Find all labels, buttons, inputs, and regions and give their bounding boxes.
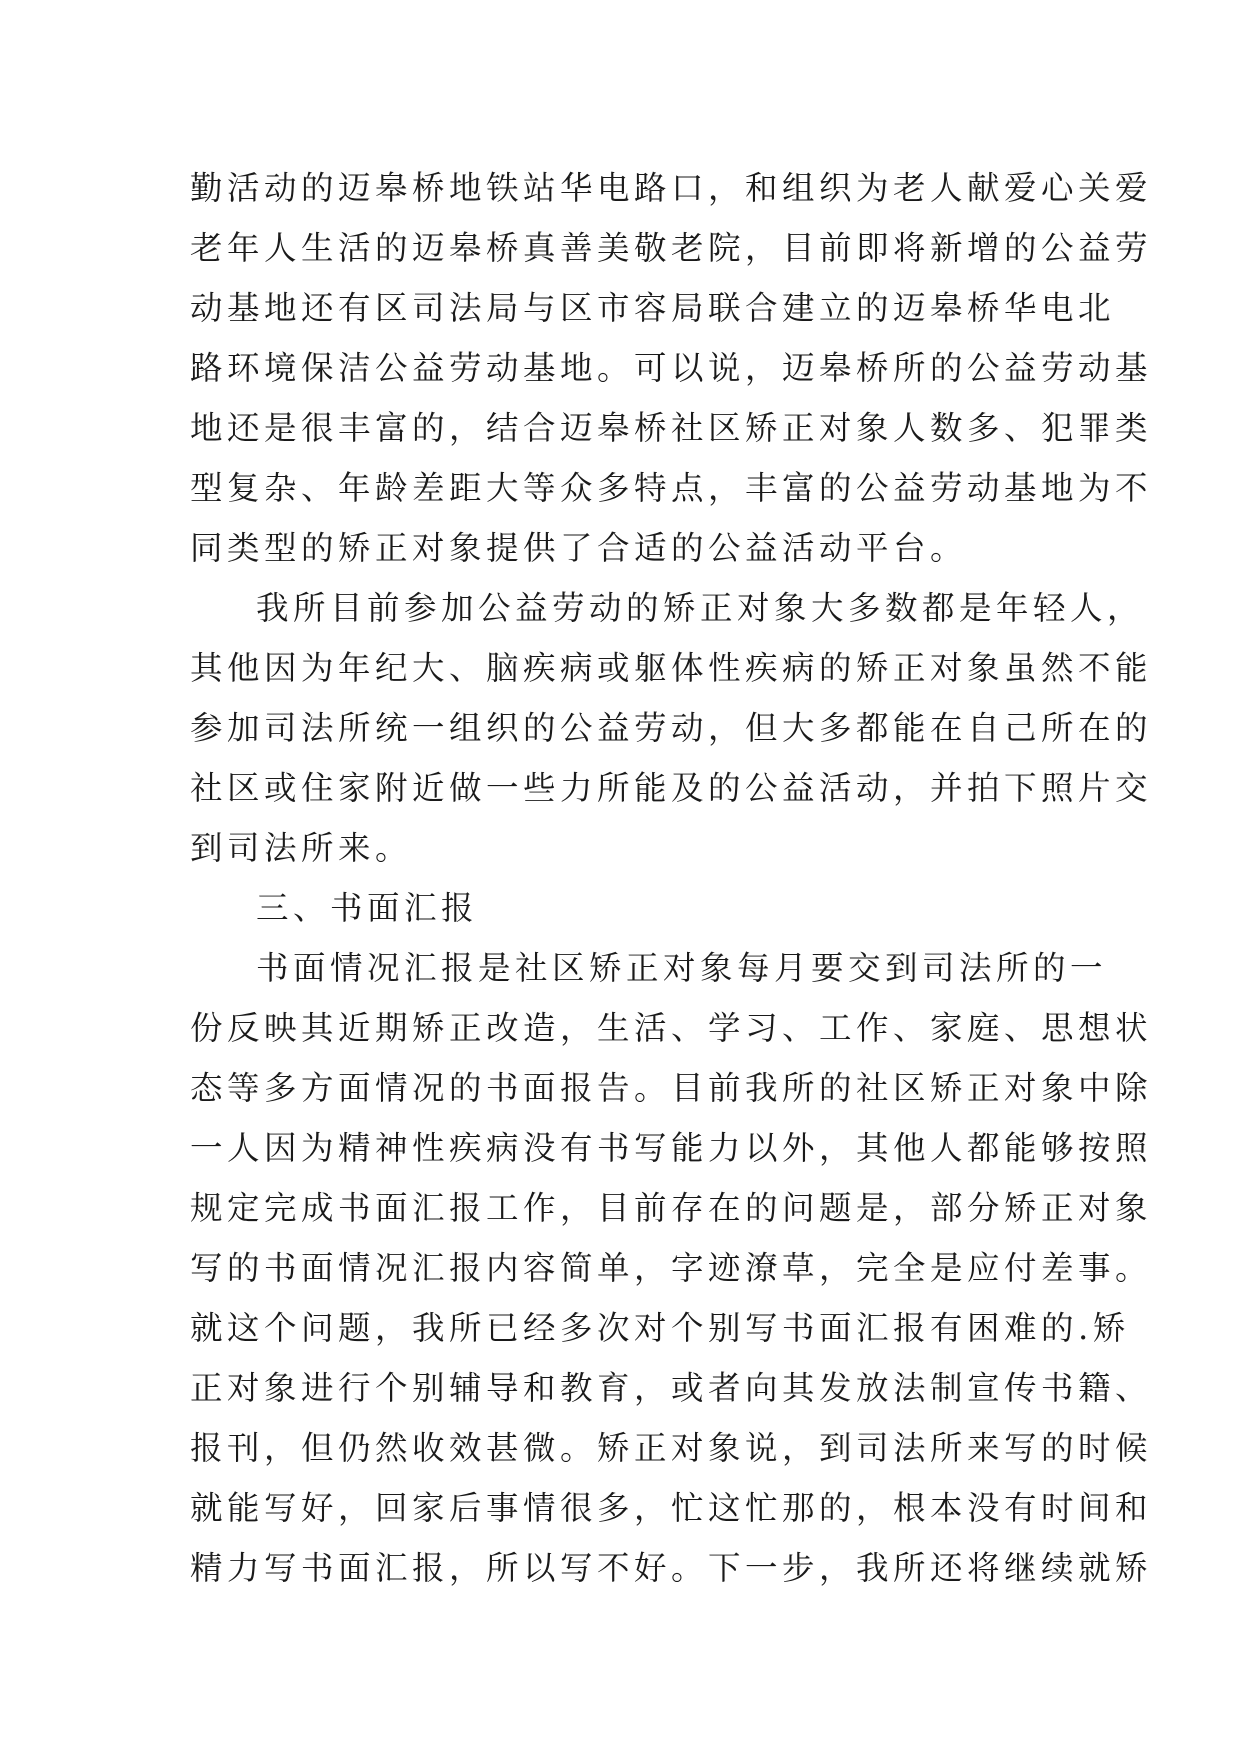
text-line: 同类型的矫正对象提供了合适的公益活动平台。: [190, 529, 968, 567]
text-line: 地还是很丰富的，结合迈皋桥社区矫正对象人数多、犯罪类: [190, 409, 1153, 447]
text-line: 一人因为精神性疾病没有书写能力以外，其他人都能够按照: [190, 1129, 1153, 1167]
paragraph-start-line: 书面情况汇报是社区矫正对象每月要交到司法所的一: [256, 949, 1108, 987]
text-line: 参加司法所统一组织的公益劳动，但大多都能在自己所在的: [190, 709, 1153, 747]
text-line: 正对象进行个别辅导和教育，或者向其发放法制宣传书籍、: [190, 1369, 1153, 1407]
text-line: 老年人生活的迈皋桥真善美敬老院，目前即将新增的公益劳: [190, 229, 1153, 267]
text-line: 其他因为年纪大、脑疾病或躯体性疾病的矫正对象虽然不能: [190, 649, 1153, 687]
text-line: 动基地还有区司法局与区市容局联合建立的迈皋桥华电北: [190, 289, 1116, 327]
text-line: 社区或住家附近做一些力所能及的公益活动，并拍下照片交: [190, 769, 1153, 807]
text-line: 就这个问题，我所已经多次对个别写书面汇报有困难的.矫: [190, 1309, 1130, 1347]
text-line: 写的书面情况汇报内容简单，字迹潦草，完全是应付差事。: [190, 1249, 1153, 1287]
body-text: [190, 158, 1153, 1598]
text-line: 到司法所来。: [190, 829, 413, 867]
text-line: 规定完成书面汇报工作，目前存在的问题是，部分矫正对象: [190, 1189, 1153, 1227]
text-line: 精力写书面汇报，所以写不好。下一步，我所还将继续就矫: [190, 1549, 1153, 1587]
text-line: 路环境保洁公益劳动基地。可以说，迈皋桥所的公益劳动基: [190, 349, 1153, 387]
text-line: 型复杂、年龄差距大等众多特点，丰富的公益劳动基地为不: [190, 469, 1153, 507]
text-line: 报刊，但仍然收效甚微。矫正对象说，到司法所来写的时候: [190, 1429, 1153, 1467]
paragraph-start-line: 三、书面汇报: [256, 889, 479, 927]
text-line: 态等多方面情况的书面报告。目前我所的社区矫正对象中除: [190, 1069, 1153, 1107]
text-line: 份反映其近期矫正改造，生活、学习、工作、家庭、思想状: [190, 1009, 1153, 1047]
text-line: 就能写好，回家后事情很多，忙这忙那的，根本没有时间和: [190, 1489, 1153, 1527]
text-line: 勤活动的迈皋桥地铁站华电路口，和组织为老人献爱心关爱: [190, 169, 1153, 207]
paragraph-start-line: 我所目前参加公益劳动的矫正对象大多数都是年轻人，: [256, 589, 1145, 627]
